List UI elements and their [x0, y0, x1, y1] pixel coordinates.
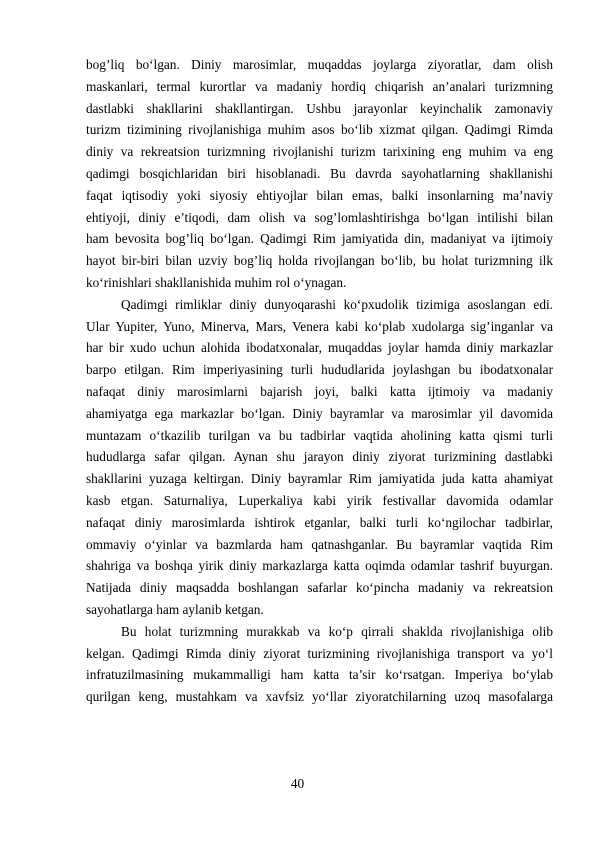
text-line: infratuzilmasining mukammalligi ham katta ta’sir ko‘rsatgan. Imperiya bo‘ylab: [86, 667, 553, 683]
text-line: diniy va rekreatsion turizmning rivojlanishi turizm tarixining eng muhim va eng: [86, 144, 553, 160]
text-line: sayohatlarga ham aylanib ketgan.: [86, 601, 264, 617]
text-line: Qadimgi rimliklar diniy dunyoqarashi ko‘pxudolik tizimiga asoslangan edi.: [121, 296, 553, 312]
text-line: ko‘rinishlari shakllanishida muhim rol o‘ynagan.: [86, 274, 347, 290]
text-line: shahriga va boshqa yirik diniy markazlarga katta oqimda odamlar tashrif buyurgan.: [86, 558, 553, 574]
text-line: nafaqat diniy marosimlarni bajarish joyi, balki katta ijtimoiy va madaniy: [86, 383, 553, 399]
text-line: ommaviy o‘yinlar va bazmlarda ham qatnashganlar. Bu bayramlar vaqtida Rim: [86, 536, 553, 552]
body-text: [86, 54, 553, 708]
text-line: Natijada diniy maqsadda boshlangan safarlar ko‘pincha madaniy va rekreatsion: [86, 580, 553, 596]
page-number: 40: [290, 776, 305, 791]
text-line: har bir xudo uchun alohida ibodatxonalar, muqaddas joylar hamda diniy markazlar: [86, 340, 553, 356]
text-line: barpo etilgan. Rim imperiyasining turli hududlarida joylashgan bu ibodatxonalar: [86, 362, 553, 378]
text-line: kelgan. Qadimgi Rimda diniy ziyorat turizmining rivojlanishiga transport va yo‘l: [86, 645, 553, 661]
text-line: bog’liq bo‘lgan. Diniy marosimlar, muqaddas joylarga ziyoratlar, dam olish: [86, 57, 553, 72]
text-line: hududlarga safar qilgan. Aynan shu jarayon diniy ziyorat turizmining dastlabki: [86, 449, 553, 465]
text-line: ehtiyoji, diniy e’tiqodi, dam olish va sog’lomlashtirishga bo‘lgan intilishi bilan: [86, 209, 553, 225]
text-line: muntazam o‘tkazilib turilgan va bu tadbirlar vaqtida aholining katta qismi turli: [86, 427, 553, 443]
text-line: Ular Yupiter, Yuno, Minerva, Mars, Venera kabi ko‘plab xudolarga sig’inganlar va: [86, 318, 553, 334]
text-line: nafaqat diniy marosimlarda ishtirok etganlar, balki turli ko‘ngilochar tadbirlar,: [86, 514, 553, 530]
text-line: shakllarini yuzaga keltirgan. Diniy bayramlar Rim jamiyatida juda katta ahamiyat: [86, 471, 553, 487]
text-line: qadimgi bosqichlaridan biri hisoblanadi. Bu davrda sayohatlarning shakllanishi: [86, 165, 553, 181]
text-line: maskanlari, termal kurortlar va madaniy hordiq chiqarish an’analari turizmning: [86, 78, 553, 94]
text-line: faqat iqtisodiy yoki siyosiy ehtiyojlar bilan emas, balki insonlarning ma’naviy: [86, 187, 553, 203]
text-line: hayot bir-biri bilan uzviy bog’liq holda rivojlangan bo‘lib, bu holat turizmning ilk: [86, 253, 553, 269]
text-line: ahamiyatga ega markazlar bo‘lgan. Diniy bayramlar va marosimlar yil davomida: [86, 405, 553, 421]
text-line: Bu holat turizmning murakkab va ko‘p qirrali shaklda rivojlanishiga olib: [121, 623, 553, 639]
text-line: dastlabki shakllarini shakllantirgan. Ushbu jarayonlar keyinchalik zamonaviy: [86, 100, 553, 116]
text-line: turizm tizimining rivojlanishiga muhim asos bo‘lib xizmat qilgan. Qadimgi Rimda: [86, 122, 553, 138]
text-line: ham bevosita bog’liq bo‘lgan. Qadimgi Rim jamiyatida din, madaniyat va ijtimoiy: [86, 231, 553, 247]
text-line: kasb etgan. Saturnaliya, Luperkaliya kabi yirik festivallar davomida odamlar: [86, 492, 553, 508]
text-line: qurilgan keng, mustahkam va xavfsiz yo‘llar ziyoratchilarning uzoq masofalarga: [86, 689, 553, 705]
